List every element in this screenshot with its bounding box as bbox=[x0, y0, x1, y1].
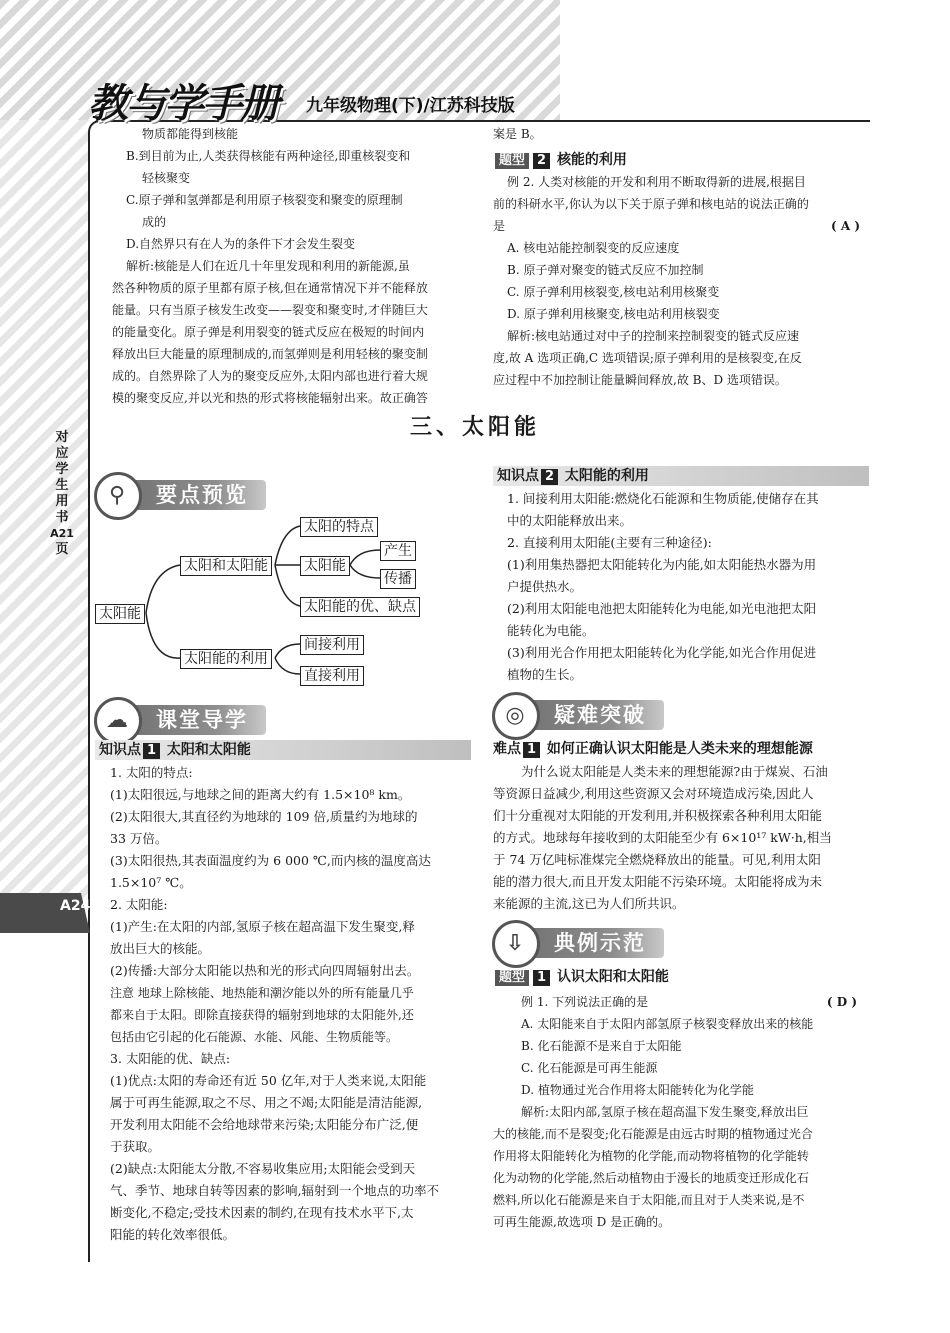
mindmap-branch-sun: 太阳和太阳能 bbox=[180, 556, 272, 576]
magnifier-icon: ⚲ bbox=[94, 472, 142, 520]
preview-banner: ⚲ 要点预览 bbox=[100, 480, 266, 510]
kp2-heading: 知识点 2 太阳能的利用 bbox=[493, 466, 869, 486]
target-icon: ◎ bbox=[492, 692, 540, 740]
kp1-heading: 知识点 1 太阳和太阳能 bbox=[95, 740, 471, 760]
top-left-text: 物质都能得到核能 B.到目前为止,人类获得核能有两种途径,即重核裂变和 轻核聚变 C.原子弹和氢弹都是利用原子核裂变和聚变的原理制 成的 D.自然界只有在人为的条件下才会发生裂变 解析:核能是人们在近几十年里发现和利用的新能源,虽 然各种物质的原子里都有原子核,但在通常情况下并不能释放 能量。只有当原子核发生改变——裂变和聚变时,才伴随巨大 的能量变化。原子弹是利用裂变的链式反应在极短的时间内 释放出巨大能量的原理制成的,而氢弹则是利用轻核的聚变制 成的。自然界除了人为的聚变反应外,太阳内部也进行着大规 模的聚变反应,并以光和热的形式将核能辐射出来。故正确答 bbox=[112, 127, 428, 405]
kp2-content: 1. 间接利用太阳能:燃烧化石能源和生物质能,使储存在其 中的太阳能释放出来。 2. 直接利用太阳能(主要有三种途径): (1)利用集热器把太阳能转化为内能,如太阳能热水器为用 户提供热水。 (2)利用太阳能电池把太阳能转化为电能,如光电池把太阳 能转化为电能。 (3)利用光合作用把太阳能转化为化学能,如光合作用促进 植物的生长。 bbox=[507, 491, 819, 682]
mindmap-pros-cons: 太阳能的优、缺点 bbox=[300, 597, 420, 617]
difficult-content: 为什么说太阳能是人类未来的理想能源?由于煤炭、石油 等资源日益减少,利用这些资源又会对环境造成污染,因此人 们十分重视对太阳能的开发利用,并积极探索各种利用太阳能 的方式。地球每年接收到的太阳能至少有 6×10¹⁷ kW·h,相当 于 74 万亿吨标准煤完全燃烧释放出的能量。可见,利用太阳 能的潜力很大,而且开发太阳能不污染环境。太阳能将成为未 来能源的主流,这已为人们所共识。 bbox=[493, 764, 832, 911]
book-logo: 教与学手册 bbox=[88, 81, 278, 127]
mindmap-spread: 传播 bbox=[380, 569, 416, 589]
mindmap-direct: 直接利用 bbox=[300, 666, 364, 686]
cloud-icon: ☁ bbox=[94, 697, 142, 745]
mindmap-branch-use: 太阳能的利用 bbox=[180, 649, 272, 669]
page-number: A24 bbox=[60, 898, 91, 914]
student-book-reference: 对 应 学 生 用 书 A21 页 bbox=[50, 430, 74, 557]
mindmap-root: 太阳能 bbox=[95, 604, 145, 624]
difficult-banner: ◎ 疑难突破 bbox=[498, 700, 664, 730]
mindmap-produce: 产生 bbox=[380, 541, 416, 561]
example-content: 例 1. 下列说法正确的是 ( D ) A. 太阳能来自于太阳内部氢原子核裂变释放出来的核能 B. 化石能源不是来自于太阳能 C. 化石能源是可再生能源 D. 植物通过光合作用将太阳能转化为化学能 解析:太阳内部,氢原子核在超高温下发生聚变,释放出巨 大的核能,而不是裂变;化石能源是由远古时期的植物通过光合 作用将太阳能转化为植物的化学能,而动物将植物的化学能转 化为动物的化学能,然后动植物由于漫长的地质变迁形成化石 燃料,所以化石能源是来自于太阳能,而且对于人类来说,是不 可再生能源,故选项 D 是正确的。 bbox=[493, 991, 865, 1233]
kp1-content: 1. 太阳的特点: (1)太阳很远,与地球之间的距离大约有 1.5×10⁸ km。 (2)太阳很大,其直径约为地球的 109 倍,质量约为地球的 33 万倍。 (3)太阳很热,其表面温度约为 6 000 ℃,而内核的温度高达 1.5×10⁷ ℃。 2. 太阳能: (1)产生:在太阳的内部,氢原子核在超高温下发生聚变,释 放出巨大的核能。 (2)传播:大部分太阳能以热和光的形式向四周辐射出去。 注意 地球上除核能、地热能和潮汐能以外的所有能量几乎 都来自于太阳。即除直接获得的辐射到地球的太阳能外,还 包括由它引起的化石能源、水能、风能、生物质能等。 3. 太阳能的优、缺点: (1)优点:太阳的寿命还有近 50 亿年,对于人类来说,太阳能 属于可再生能源,取之不尽、用之不竭;太阳能是清洁能源, 开发利用太阳能不会给地球带来污染;太阳能分布广泛,便 于获取。 (2)缺点:太阳能太分散,不容易收集应用;太阳能会受到天 气、季节、地球自转等因素的影响,辐射到一个地点的功率不 断变化,不稳定;受技术因素的制约,在现有技术水平下,太 阳能的转化效率很低。 bbox=[110, 765, 439, 1242]
top-right-text: 案是 B。 题型 2 核能的利用 例 2. 人类对核能的开发和利用不断取得新的进展,根据目 前的科研水平,你认为以下关于原子弹和核电站的说法正确的 是 ( A ) A. 核电站能控制裂变的反应速度 B. 原子弹对聚变的链式反应不加控制 C. 原子弹利用核裂变,核电站利用核聚变 D. 原子弹利用核聚变,核电站利用核裂变 解析:核电站通过对中子的控制来控制裂变的链式反应速 度,故 A 选项正确,C 选项错误;原子弹利用的是核裂变,在反 应过程中不加控制让能量瞬间释放,故 B、D 选项错误。 bbox=[493, 123, 868, 391]
question-type-2-heading: 题型 2 核能的利用 bbox=[493, 149, 868, 171]
question-type-1-heading: 题型 1 认识太阳和太阳能 bbox=[493, 966, 669, 986]
mindmap-solar-energy: 太阳能 bbox=[300, 556, 350, 576]
section-title: 三、太阳能 bbox=[409, 415, 540, 440]
answer-2: ( A ) bbox=[830, 219, 860, 233]
guide-banner: ☁ 课堂导学 bbox=[100, 705, 266, 735]
difficult-heading: 难点 1 如何正确认识太阳能是人类未来的理想能源 bbox=[493, 741, 813, 757]
book-subtitle: 九年级物理(下)/江苏科技版 bbox=[306, 96, 515, 116]
side-stripe-pattern bbox=[0, 120, 90, 900]
download-icon: ⇩ bbox=[492, 920, 540, 968]
mindmap-sun-features: 太阳的特点 bbox=[300, 517, 378, 537]
example-banner: ⇩ 典例示范 bbox=[498, 928, 664, 958]
answer-1: ( D ) bbox=[826, 995, 857, 1009]
mindmap-indirect: 间接利用 bbox=[300, 635, 364, 655]
